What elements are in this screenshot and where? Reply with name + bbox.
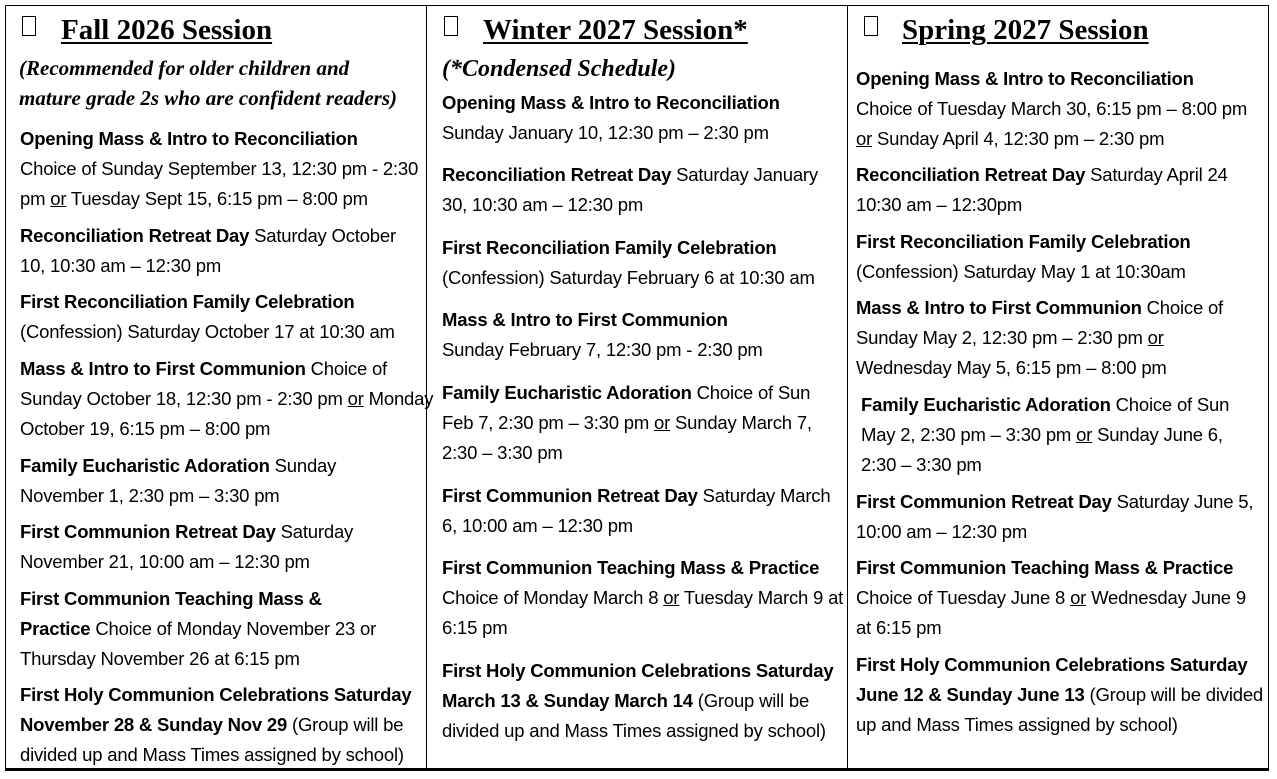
event-line (20, 680, 411, 710)
event-detail: Feb 7, 2:30 pm – 3:30 pm (442, 412, 654, 433)
event-line (20, 740, 411, 770)
event-detail: Choice of Sun (1110, 394, 1230, 415)
event-line (442, 583, 843, 613)
winter-session-title: Winter 2027 Session* (483, 14, 748, 46)
event-detail: Sunday February 7, 12:30 pm - 2:30 pm (442, 339, 763, 360)
spring-session-title: Spring 2027 Session (902, 14, 1149, 46)
event-communion-retreat (442, 481, 830, 541)
event-line (856, 124, 1247, 154)
event-heading: Mass & Intro to First Communion (20, 358, 306, 379)
event-line (20, 154, 418, 184)
event-line (20, 644, 376, 674)
event-line (856, 487, 1253, 517)
event-line (861, 450, 1229, 480)
event-detail: Tuesday Sept 15, 6:15 pm – 8:00 pm (66, 188, 368, 209)
event-heading: First Communion Retreat Day (20, 521, 276, 542)
event-holy-communion (20, 680, 411, 770)
fall-session-header (6, 6, 426, 50)
event-first-reconciliation (856, 227, 1191, 287)
event-heading: First Holy Communion Celebrations Saturday (856, 654, 1248, 675)
event-detail: Saturday March (697, 485, 831, 506)
event-line (856, 517, 1253, 547)
event-communion-retreat (856, 487, 1253, 547)
event-detail: Sunday January 10, 12:30 pm – 2:30 pm (442, 122, 769, 143)
event-detail: November 1, 2:30 pm – 3:30 pm (20, 485, 280, 506)
event-heading: First Reconciliation Family Celebration (20, 291, 355, 312)
event-heading: First Communion Teaching Mass & (20, 588, 322, 609)
event-line (856, 680, 1263, 710)
event-detail: (Group will be divided (1084, 684, 1264, 705)
event-line (20, 251, 396, 281)
winter-session-column (426, 6, 847, 768)
event-line (20, 451, 336, 481)
event-opening-mass (20, 124, 418, 214)
event-heading: Family Eucharistic Adoration (861, 394, 1111, 415)
event-line (20, 547, 353, 577)
event-line (856, 94, 1247, 124)
event-heading: First Communion Teaching Mass & Practice (856, 557, 1234, 578)
event-detail: Choice of Monday November 23 or (90, 618, 377, 639)
event-detail: 10:30 am – 12:30pm (856, 194, 1023, 215)
event-line (856, 613, 1246, 643)
event-line (856, 553, 1246, 583)
or-text: or (856, 128, 873, 149)
event-detail: Monday (363, 388, 434, 409)
checkbox-icon[interactable] (444, 16, 458, 36)
event-detail: Saturday April 24 (1085, 164, 1228, 185)
winter-session-note (442, 54, 676, 84)
event-detail: Choice of Monday March 8 (442, 587, 664, 608)
event-detail: Saturday January (671, 164, 818, 185)
event-line (20, 317, 395, 347)
event-opening-mass (442, 88, 780, 148)
spring-session-header (848, 6, 1268, 50)
event-line (442, 438, 812, 468)
event-line (20, 481, 336, 511)
event-detail: Saturday June 5, (1111, 491, 1254, 512)
event-line (442, 305, 763, 335)
event-detail: 6, 10:00 am – 12:30 pm (442, 515, 634, 536)
event-detail: at 6:15 pm (856, 617, 942, 638)
event-heading: Opening Mass & Intro to Reconciliation (20, 128, 358, 149)
or-text: or (1147, 327, 1164, 348)
event-line (442, 511, 830, 541)
note-line: (*Condensed Schedule) (442, 56, 676, 82)
event-teaching-mass (442, 553, 843, 643)
event-detail: Sunday October 18, 12:30 pm - 2:30 pm (20, 388, 348, 409)
event-line (856, 190, 1228, 220)
event-detail: 2:30 – 3:30 pm (861, 454, 982, 475)
event-line (861, 420, 1229, 450)
event-line (20, 710, 411, 740)
event-heading: First Reconciliation Family Celebration (856, 231, 1191, 252)
event-line (20, 414, 433, 444)
event-detail: pm (20, 188, 51, 209)
event-line (20, 614, 376, 644)
event-eucharistic-adoration (442, 378, 812, 468)
event-heading: Reconciliation Retreat Day (856, 164, 1086, 185)
event-detail: (Confession) Saturday October 17 at 10:30 am (20, 321, 395, 342)
event-detail: 30, 10:30 am – 12:30 pm (442, 194, 644, 215)
event-reconciliation-retreat (20, 221, 396, 281)
event-intro-first-communion (856, 293, 1223, 383)
note-line: (Recommended for older children and (19, 56, 350, 80)
event-line (442, 263, 815, 293)
event-heading: First Holy Communion Celebrations Saturday (442, 660, 834, 681)
event-line (856, 353, 1223, 383)
event-heading: Mass & Intro to First Communion (856, 297, 1142, 318)
event-detail: Choice of Sunday September 13, 12:30 pm - 2:30 (20, 158, 419, 179)
event-detail: Wednesday June 9 (1086, 587, 1246, 608)
event-detail: Choice of Tuesday June 8 (856, 587, 1071, 608)
event-heading: Practice (20, 618, 91, 639)
event-line (20, 354, 433, 384)
or-text: or (1076, 424, 1093, 445)
or-text: or (654, 412, 671, 433)
event-detail: Sunday (269, 455, 337, 476)
event-detail: (Group will be (287, 714, 404, 735)
event-heading: First Communion Retreat Day (856, 491, 1112, 512)
event-first-reconciliation (442, 233, 815, 293)
event-detail: Choice of (1141, 297, 1223, 318)
or-text: or (1070, 587, 1087, 608)
event-communion-retreat (20, 517, 353, 577)
event-line (442, 656, 833, 686)
event-detail: 2:30 – 3:30 pm (442, 442, 563, 463)
event-heading: Family Eucharistic Adoration (20, 455, 270, 476)
event-detail: Choice of (305, 358, 387, 379)
event-detail: Sunday March 7, (670, 412, 812, 433)
spring-session-column (847, 6, 1268, 768)
event-detail: Choice of Tuesday March 30, 6:15 pm – 8:00 pm (856, 98, 1248, 119)
checkbox-icon[interactable] (22, 16, 36, 36)
or-text: or (347, 388, 364, 409)
event-line (442, 716, 833, 746)
event-heading: March 13 & Sunday March 14 (442, 690, 693, 711)
event-detail: Choice of Sun (691, 382, 811, 403)
event-line (20, 384, 433, 414)
event-detail: (Confession) Saturday May 1 at 10:30am (856, 261, 1186, 282)
event-line (442, 160, 818, 190)
event-detail: Tuesday March 9 at (679, 587, 844, 608)
event-heading: First Communion Teaching Mass & Practice (442, 557, 820, 578)
event-detail: Sunday April 4, 12:30 pm – 2:30 pm (872, 128, 1165, 149)
event-detail: 6:15 pm (442, 617, 508, 638)
event-line (442, 686, 833, 716)
event-detail: October 19, 6:15 pm – 8:00 pm (20, 418, 271, 439)
event-detail: 10:00 am – 12:30 pm (856, 521, 1028, 542)
event-line (20, 287, 395, 317)
event-detail: Saturday October (249, 225, 396, 246)
event-line (442, 118, 780, 148)
event-line (20, 124, 418, 154)
schedule-table (5, 5, 1269, 771)
event-eucharistic-adoration (20, 451, 336, 511)
event-line (442, 190, 818, 220)
event-heading: Reconciliation Retreat Day (20, 225, 250, 246)
event-detail: Wednesday May 5, 6:15 pm – 8:00 pm (856, 357, 1167, 378)
event-heading: June 12 & Sunday June 13 (856, 684, 1085, 705)
event-line (856, 583, 1246, 613)
fall-session-title: Fall 2026 Session (61, 14, 273, 46)
event-reconciliation-retreat (856, 160, 1228, 220)
event-heading: Mass & Intro to First Communion (442, 309, 728, 330)
event-line (856, 257, 1191, 287)
event-line (442, 408, 812, 438)
event-line (442, 88, 780, 118)
event-heading: November 28 & Sunday Nov 29 (20, 714, 288, 735)
fall-session-note (19, 53, 397, 113)
or-text: or (50, 188, 67, 209)
event-line (856, 323, 1223, 353)
event-detail: divided up and Mass Times assigned by school) (20, 744, 404, 765)
event-detail: 10, 10:30 am – 12:30 pm (20, 255, 222, 276)
event-heading: Family Eucharistic Adoration (442, 382, 692, 403)
event-line (442, 335, 763, 365)
event-line (856, 64, 1247, 94)
checkbox-icon[interactable] (864, 16, 878, 36)
event-heading: First Reconciliation Family Celebration (442, 237, 777, 258)
event-line (442, 378, 812, 408)
event-detail: Sunday June 6, (1092, 424, 1223, 445)
event-detail: May 2, 2:30 pm – 3:30 pm (861, 424, 1077, 445)
event-intro-first-communion (442, 305, 763, 365)
event-detail: Thursday November 26 at 6:15 pm (20, 648, 300, 669)
event-line (856, 160, 1228, 190)
event-heading: First Communion Retreat Day (442, 485, 698, 506)
event-opening-mass (856, 64, 1247, 154)
event-line (442, 481, 830, 511)
event-line (20, 221, 396, 251)
note-line: mature grade 2s who are confident readers) (19, 86, 397, 110)
event-line (20, 517, 353, 547)
event-heading: Opening Mass & Intro to Reconciliation (856, 68, 1194, 89)
event-eucharistic-adoration (861, 390, 1229, 480)
event-line (442, 553, 843, 583)
winter-session-header (427, 6, 847, 50)
fall-session-column (6, 6, 434, 768)
event-heading: Reconciliation Retreat Day (442, 164, 672, 185)
event-teaching-mass (856, 553, 1246, 643)
event-detail: Saturday (275, 521, 354, 542)
event-heading: First Holy Communion Celebrations Saturday (20, 684, 412, 705)
event-first-reconciliation (20, 287, 395, 347)
event-line (861, 390, 1229, 420)
event-heading: Opening Mass & Intro to Reconciliation (442, 92, 780, 113)
event-holy-communion (856, 650, 1263, 740)
event-detail: (Confession) Saturday February 6 at 10:30 am (442, 267, 815, 288)
event-line (442, 233, 815, 263)
event-line (442, 613, 843, 643)
event-line (856, 650, 1263, 680)
event-line (20, 184, 418, 214)
event-intro-first-communion (20, 354, 433, 444)
event-holy-communion (442, 656, 833, 746)
event-line (20, 584, 376, 614)
event-line (856, 710, 1263, 740)
event-detail: up and Mass Times assigned by school) (856, 714, 1178, 735)
event-line (856, 227, 1191, 257)
event-line (856, 293, 1223, 323)
event-detail: (Group will be (692, 690, 810, 711)
or-text: or (663, 587, 680, 608)
event-detail: November 21, 10:00 am – 12:30 pm (20, 551, 310, 572)
event-detail: divided up and Mass Times assigned by school) (442, 720, 826, 741)
event-detail: Sunday May 2, 12:30 pm – 2:30 pm (856, 327, 1148, 348)
event-reconciliation-retreat (442, 160, 818, 220)
event-teaching-mass (20, 584, 376, 674)
